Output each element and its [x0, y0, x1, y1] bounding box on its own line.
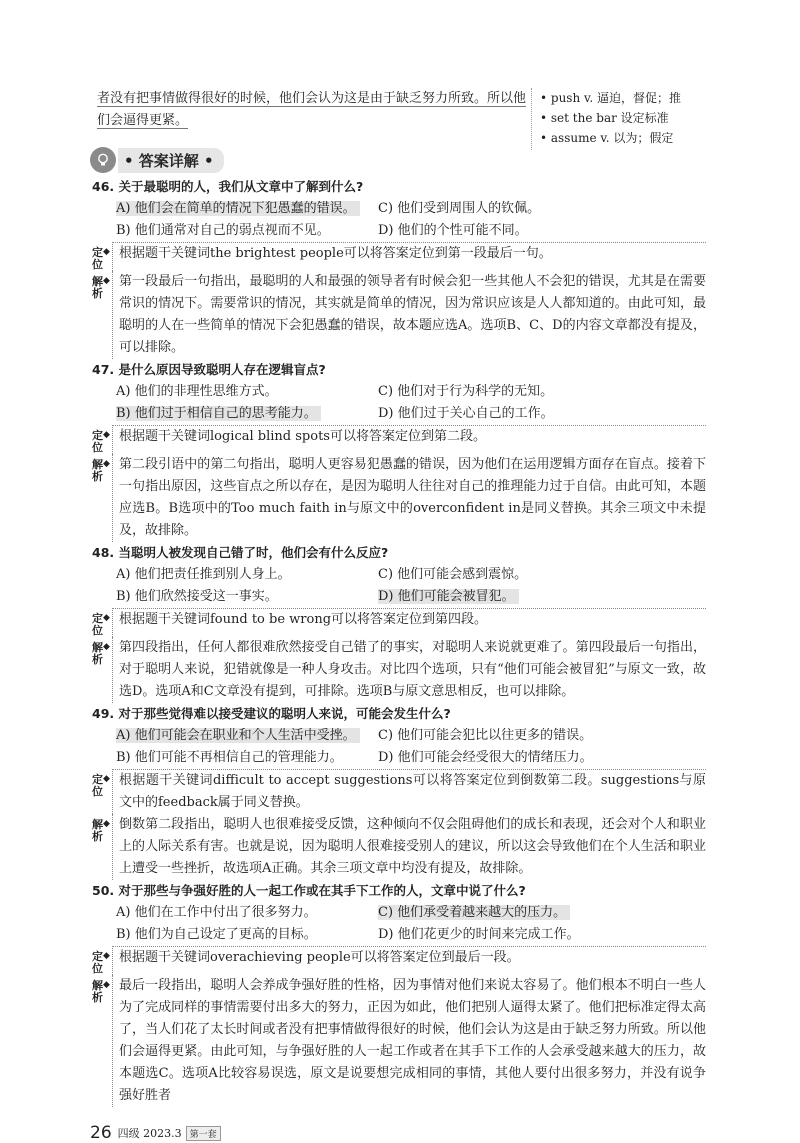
locate-text: 根据题干关键词found to be wrong可以将答案定位到第四段。 — [112, 608, 706, 637]
question-stem: 47. 是什么原因导致聪明人存在逻辑盲点? — [92, 362, 326, 377]
page-content — [92, 88, 706, 1143]
option-d: D) 他们可能会被冒犯。 — [378, 586, 706, 608]
options — [92, 564, 706, 608]
page-number: 26 — [90, 1123, 112, 1143]
locate-block — [92, 946, 706, 975]
locate-label: 定 位 ◆ — [92, 612, 110, 637]
option-b: B) 他们过于相信自己的思考能力。 — [116, 403, 378, 425]
locate-block — [92, 242, 706, 271]
analysis-block — [92, 637, 706, 703]
options — [92, 725, 706, 769]
locate-block — [92, 425, 706, 454]
vocab-item: • set the bar 设定标准 — [540, 111, 669, 125]
analysis-text: 第二段引语中的第二句指出，聪明人更容易犯愚蠢的错误，因为他们在运用逻辑方面存在盲点。接着下一句指出原因，这些盲点之所以存在，是因为聪明人往往对自己的推理能力过于自信。由此可知，本题应选B。B选项中的Too much faith in与原文中的overconfident in是同义替换。其余三项文中未提及，故排除。 — [112, 454, 706, 542]
answer-explanations — [92, 176, 706, 1107]
locate-label: 定 位 ◆ — [92, 950, 110, 975]
locate-text: 根据题干关键词overachieving people可以将答案定位到最后一段。 — [112, 946, 706, 975]
arrow-icon: ◆ — [103, 459, 110, 469]
options — [92, 198, 706, 242]
lightbulb-icon — [90, 147, 116, 173]
analysis-label: 解 析 ◆ — [92, 458, 110, 483]
option-d: D) 他们可能会经受很大的情绪压力。 — [378, 750, 593, 765]
analysis-text: 最后一段指出，聪明人会养成争强好胜的性格，因为事情对他们来说太容易了。他们根本不明白一些人为了完成同样的事情需要付出多大的努力，正因为如此，他们把别人逼得太紧了。他们把标准定得太高了，当人们花了太长时间或者没有把事情做得很好的时候，他们会认为这是由于缺乏努力所致。所以他们会逼得更紧。由此可知，与争强好胜的人一起工作或者在其手下工作的人会承受越来越大的压力，故本题选C。选项A比较容易误选，原文是说要想完成相同的事情，其他人要付出很多努力，并没有说争强好胜者 — [112, 975, 706, 1107]
option-c: C) 他们承受着越来越大的压力。 — [378, 902, 706, 924]
question-50 — [92, 880, 706, 1107]
question-48 — [92, 542, 706, 703]
locate-block — [92, 608, 706, 637]
analysis-block — [92, 975, 706, 1107]
locate-text: 根据题干关键词the brightest people可以将答案定位到第一段最后一句。 — [112, 242, 706, 271]
option-d: D) 他们花更少的时间来完成工作。 — [378, 927, 580, 942]
options — [92, 902, 706, 946]
vocabulary-notes — [531, 88, 681, 150]
option-c: C) 他们可能会犯比以往更多的错误。 — [378, 728, 593, 743]
section-title: • 答案详解 • — [118, 148, 224, 173]
option-d: D) 他们过于关心自己的工作。 — [378, 406, 554, 421]
passage-continuation — [97, 88, 706, 144]
option-d: D) 他们的个性可能不同。 — [378, 223, 528, 238]
question-stem: 48. 当聪明人被发现自己错了时，他们会有什么反应? — [92, 545, 389, 560]
option-a: A) 他们在工作中付出了很多努力。 — [116, 905, 317, 920]
option-b: B) 他们欣然接受这一事实。 — [116, 589, 278, 604]
locate-label: 定 位 ◆ — [92, 773, 110, 798]
option-c: C) 他们受到周围人的钦佩。 — [378, 201, 541, 216]
options — [92, 381, 706, 425]
set-tag: 第一套 — [186, 1126, 221, 1141]
locate-block — [92, 769, 706, 814]
arrow-icon: ◆ — [103, 247, 110, 257]
question-stem: 49. 对于那些觉得难以接受建议的聪明人来说，可能会发生什么? — [92, 706, 451, 721]
question-46 — [92, 176, 706, 359]
locate-label: 定 位 ◆ — [92, 246, 110, 271]
analysis-label: 解 析 ◆ — [92, 979, 110, 1004]
option-b: B) 他们可能不再相信自己的管理能力。 — [116, 750, 343, 765]
page-footer — [90, 1123, 706, 1143]
option-a: A) 他们的非理性思维方式。 — [116, 384, 278, 399]
locate-text: 根据题干关键词logical blind spots可以将答案定位到第二段。 — [112, 425, 706, 454]
locate-label: 定 位 ◆ — [92, 429, 110, 454]
arrow-icon: ◆ — [103, 613, 110, 623]
passage-text: 者没有把事情做得很好的时候，他们会认为这是由于缺乏努力所致。所以他 们会逼得更紧。 — [97, 91, 527, 128]
analysis-label: 解 析 ◆ — [92, 641, 110, 666]
arrow-icon: ◆ — [103, 276, 110, 286]
question-47 — [92, 359, 706, 542]
locate-text: 根据题干关键词difficult to accept suggestions可以将答案定位到倒数第二段。suggestions与原文中的feedback属于同义替换。 — [112, 769, 706, 814]
option-c: C) 他们可能会感到震惊。 — [378, 567, 528, 582]
arrow-icon: ◆ — [103, 430, 110, 440]
arrow-icon: ◆ — [103, 819, 110, 829]
arrow-icon: ◆ — [103, 774, 110, 784]
arrow-icon: ◆ — [103, 951, 110, 961]
option-b: B) 他们通常对自己的弱点视而不见。 — [116, 223, 330, 238]
option-a: A) 他们可能会在职业和个人生活中受挫。 — [116, 725, 378, 747]
analysis-label: 解 析 ◆ — [92, 275, 110, 300]
section-header — [90, 146, 706, 174]
option-c: C) 他们对于行为科学的无知。 — [378, 384, 554, 399]
analysis-text: 第一段最后一句指出，最聪明的人和最强的领导者有时候会犯一些其他人不会犯的错误，尤其是在需要常识的情况下。需要常识的情况，其实就是简单的情况，因为常识应该是人人都知道的。由此可知，最聪明的人在一些简单的情况下会犯愚蠢的错误，故本题应选A。选项B、C、D的内容文章都没有提及，可以排除。 — [112, 271, 706, 359]
question-stem: 46. 关于最聪明的人，我们从文章中了解到什么? — [92, 179, 364, 194]
option-b: B) 他们为自己设定了更高的目标。 — [116, 927, 317, 942]
vocab-item: • assume v. 以为；假定 — [540, 131, 674, 145]
question-49 — [92, 703, 706, 880]
option-a: A) 他们把责任推到别人身上。 — [116, 567, 291, 582]
question-stem: 50. 对于那些与争强好胜的人一起工作或在其手下工作的人，文章中说了什么? — [92, 883, 526, 898]
analysis-label: 解 析 ◆ — [92, 818, 110, 843]
analysis-text: 倒数第二段指出，聪明人也很难接受反馈，这种倾向不仅会阻碍他们的成长和表现，还会对个人和职业上的人际关系有害。也就是说，因为聪明人很难接受别人的建议，所以这会导致他们在个人生活和职业上遭受一些挫折，故选项A正确。其余三项文章中均没有提及，故排除。 — [112, 814, 706, 880]
analysis-block — [92, 271, 706, 359]
analysis-block — [92, 814, 706, 880]
arrow-icon: ◆ — [103, 642, 110, 652]
arrow-icon: ◆ — [103, 980, 110, 990]
vocab-item: • push v. 逼迫，督促；推 — [540, 91, 681, 105]
analysis-block — [92, 454, 706, 542]
option-a: A) 他们会在简单的情况下犯愚蠢的错误。 — [116, 198, 378, 220]
issue-label: 四级 2023.3 — [117, 1127, 182, 1140]
analysis-text: 第四段指出，任何人都很难欣然接受自己错了的事实，对聪明人来说就更难了。第四段最后一句指出，对于聪明人来说，犯错就像是一种人身攻击。对比四个选项，只有“他们可能会被冒犯”与原文一致，故选D。选项A和C文章没有提到，可排除。选项B与原文意思相反，也可以排除。 — [112, 637, 706, 703]
